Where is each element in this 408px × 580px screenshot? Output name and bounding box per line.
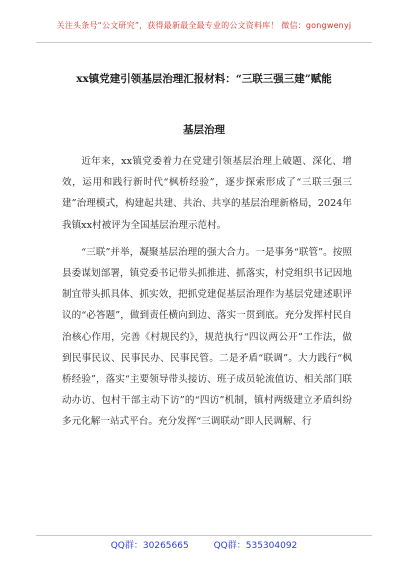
document-title-continued: 基层治理 — [183, 124, 225, 136]
qq-group-1: QQ群：30265665 — [110, 541, 189, 551]
document-body — [62, 151, 352, 433]
footer-divider — [36, 535, 372, 536]
paragraph: “三联”并举，凝聚基层治理的强大合力。一是事务“联管”。按照县委谋划部署，镇党委书记带头抓推进、抓落实，村党组织书记因地制宜带头抓具体、抓实效，把抓党建促基层治理作为基层党建述职评议的“必答题”，做到责任横向到边、落实一贯到底。充分发挥村民自治核心作用，完善《村规民约》，规范执行“四议两公开”工作法，做到民事民议、民事民办、民事民管。二是矛盾“联调”。大力践行“枫桥经验”，落实“主要领导带头接访、班子成员轮流值访、相关部门联动办访、包村干部主动下访”的“四访”机制，镇村两级建立矛盾纠纷多元化解一站式平台。充分发挥“三调联动”即人民调解、行 — [62, 246, 352, 428]
document-title: xx镇党建引领基层治理汇报材料：“三联三强三建”赋能 — [76, 73, 332, 85]
header-divider — [36, 42, 372, 43]
promo-banner: 关注头条号“公文研究”，获得最新最全最专业的公文资料库！ 微信：gongwenyj — [56, 21, 352, 30]
paragraph: 近年来，xx镇党委着力在党建引领基层治理上破题、深化、增效，运用和践行新时代“枫桥经验”，逐步探索形成了“三联三强三建”治理模式，构建起共建、共治、共享的基层治理新格局，2024年我镇xx村被评为全国基层治理示范村。 — [62, 156, 352, 231]
qq-group-2: QQ群：535304092 — [213, 541, 298, 551]
footer-contact — [0, 538, 408, 551]
